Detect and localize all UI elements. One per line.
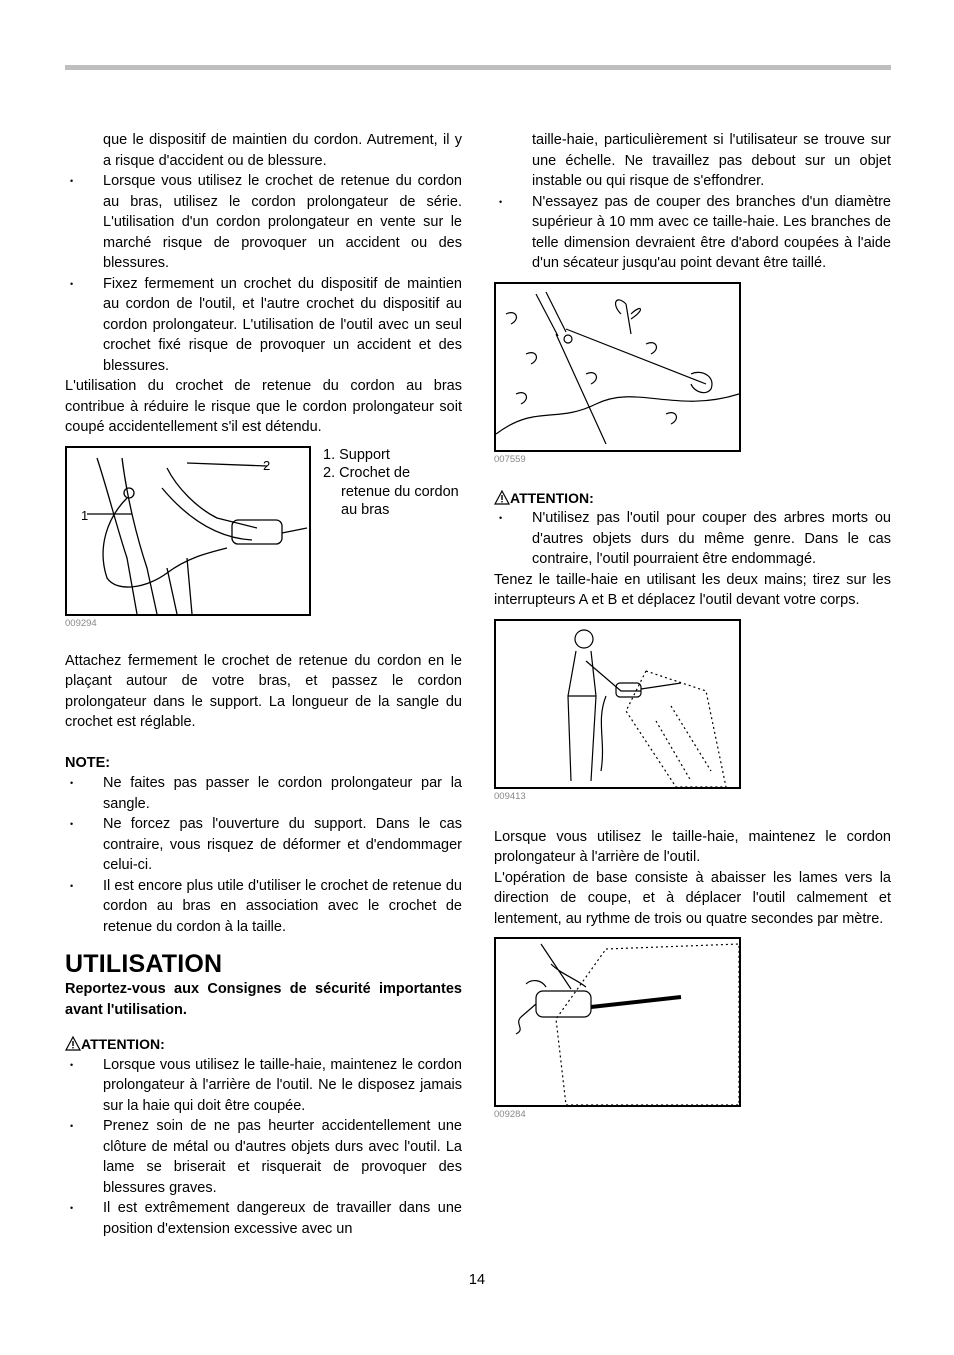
list-item: • Lorsque vous utilisez le taille-haie, maintenez le cordon prolongateur à l'arrière de l'outil. Ne le disposez jamais sur la haie qui doit être coupée.	[65, 1055, 462, 1117]
figure-operator-stance	[494, 619, 741, 789]
figure-legend	[323, 446, 462, 520]
paragraph: Lorsque vous utilisez le taille-haie, maintenez le cordon prolongateur à l'arrière de l'outil.	[494, 828, 891, 865]
figure-pruning-shears	[494, 282, 741, 452]
operator-illustration	[496, 621, 739, 787]
page-number: 14	[468, 1272, 486, 1288]
figure-id: 009284	[494, 1109, 526, 1120]
list-item: • Lorsque vous utilisez le crochet de retenue du cordon au bras, utilisez le cordon prolongateur de série. L'utilisation d'un cordon prolongateur en vente sur le marché risque de provoquer un accident ou des blessures.	[65, 171, 462, 274]
paragraph: L'utilisation du crochet de retenue du cordon au bras contribue à réduire le risque que le cordon prolongateur soit coupé accidentellement s'il est détendu.	[65, 378, 462, 435]
figure-id: 009413	[494, 790, 526, 802]
warning-icon	[65, 1036, 81, 1051]
section-heading: UTILISATION	[65, 950, 223, 978]
list-item: • N'utilisez pas l'outil pour couper des arbres morts ou d'autres objets durs du même genre. Dans le cas contraire, l'outil pourraient être endommagé.	[494, 508, 891, 570]
attention-list	[494, 508, 891, 570]
list-item: • Ne forcez pas l'ouverture du support. Dans le cas contraire, vous risquez de déformer et d'endommager celui-ci.	[65, 814, 462, 876]
callout-1: 1	[81, 507, 89, 523]
paragraph: Tenez le taille-haie en utilisant les deux mains; tirez sur les interrupteurs A et B et déplacez l'outil devant votre corps.	[494, 571, 891, 608]
list-item: • Prenez soin de ne pas heurter accidentellement une clôture de métal ou d'autres objets durs avec l'outil. La lame se briserait et risquerait de provoquer des blessures graves.	[65, 1116, 462, 1198]
cutting-illustration	[496, 939, 739, 1105]
list-item: • Il est encore plus utile d'utiliser le crochet de retenue du cordon au bras en association avec le crochet de retenue du cordon à la taille.	[65, 876, 462, 938]
list-item: • Il est extrêmement dangereux de travailler dans une position d'extension excessive avec un	[65, 1198, 462, 1239]
list-item: • Fixez fermement un crochet du dispositif de maintien au cordon de l'outil, et l'autre crochet du dispositif au cordon prolongateur. L'utilisation de l'outil avec un seul crochet fixé risque de provoquer un accident et des blessures.	[65, 274, 462, 377]
right-column	[494, 130, 891, 1121]
bullet-list	[494, 192, 891, 274]
warning-icon	[494, 490, 510, 505]
paragraph: que le dispositif de maintien du cordon. Autrement, il y a risque d'accident ou de blessure.	[103, 132, 462, 169]
figure-block-1	[65, 446, 462, 629]
pruning-illustration	[496, 284, 739, 450]
figure-block-2	[494, 282, 891, 466]
legend-item: 2. Crochet de retenue du cordon au bras	[323, 465, 459, 518]
left-column	[65, 130, 462, 1239]
attention-label: ATTENTION:	[81, 1036, 165, 1052]
intro-text: Reportez-vous aux Consignes de sécurité importantes avant l'utilisation.	[65, 981, 462, 1018]
paragraph: taille-haie, particulièrement si l'utilisateur se trouve sur une échelle. Ne travaillez pas debout sur un objet instable ou qui risque de s'effondrer.	[532, 132, 891, 189]
attention-heading	[494, 488, 891, 509]
figure-block-3	[494, 619, 891, 803]
list-item: • Ne faites pas passer le cordon prolongateur par la sangle.	[65, 773, 462, 814]
paragraph: L'opération de base consiste à abaisser les lames vers la direction de coupe, et à déplacer l'outil calmement et lentement, au rythme de trois ou quatre secondes par mètre.	[494, 869, 891, 927]
callout-2: 2	[263, 457, 271, 473]
figure-id: 007559	[494, 453, 526, 465]
attention-list	[65, 1055, 462, 1240]
figure-cutting-motion	[494, 937, 741, 1107]
figure-arm-cord-hook	[65, 446, 311, 616]
note-title: NOTE:	[65, 754, 111, 771]
note-list	[65, 773, 462, 937]
attention-label: ATTENTION:	[510, 489, 594, 506]
legend-item: 1. Support	[323, 446, 390, 463]
figure-block-4	[494, 937, 891, 1121]
figure-id: 009294	[65, 617, 97, 629]
bullet-list	[65, 171, 462, 376]
attention-heading	[65, 1034, 462, 1055]
arm-hook-illustration	[67, 448, 309, 614]
list-item: • N'essayez pas de couper des branches d'un diamètre supérieur à 10 mm avec ce taille-haie. Les branches de telle dimension devraient être d'abord coupées à l'aide d'un sécateur jusqu'au point devant être taillé.	[494, 192, 891, 274]
paragraph: Attachez fermement le crochet de retenue du cordon en le plaçant autour de votre bras, et passez le cordon prolongateur dans le support. La longueur de la sangle du crochet est réglable.	[65, 652, 462, 730]
header-rule	[65, 65, 891, 70]
